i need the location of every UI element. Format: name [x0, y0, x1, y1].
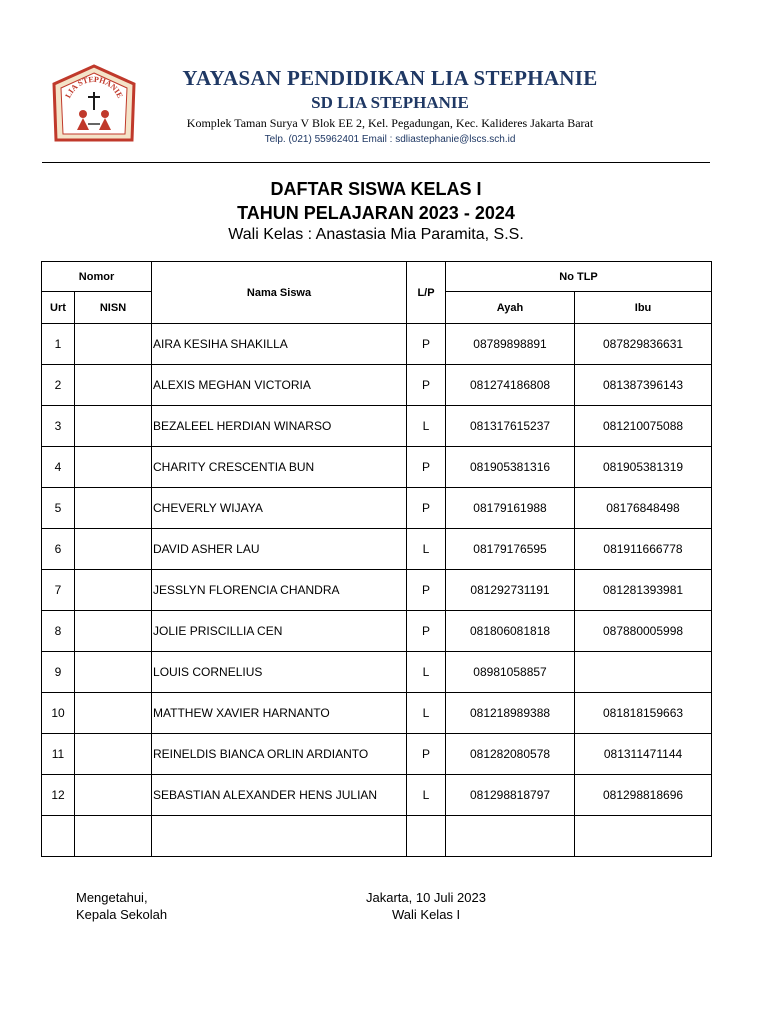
cell-nisn	[75, 652, 152, 693]
acknowledgement-label: Mengetahui,	[76, 890, 148, 905]
cell-ayah: 081905381316	[446, 447, 575, 488]
header-divider	[42, 162, 710, 163]
cell-ibu: 087880005998	[575, 611, 712, 652]
cell-ibu: 087829836631	[575, 324, 712, 365]
cell-nama: JESSLYN FLORENCIA CHANDRA	[152, 570, 407, 611]
cell-ayah: 081274186808	[446, 365, 575, 406]
table-row	[42, 324, 712, 365]
table-row	[42, 775, 712, 816]
cell-lp: L	[407, 693, 446, 734]
cell-nama: JOLIE PRISCILLIA CEN	[152, 611, 407, 652]
cell-ayah: 081298818797	[446, 775, 575, 816]
cell-ibu: 081298818696	[575, 775, 712, 816]
cell-urt: 10	[42, 693, 75, 734]
cell-urt: 6	[42, 529, 75, 570]
cell-nisn	[75, 529, 152, 570]
cell-ayah: 08179161988	[446, 488, 575, 529]
cell-nama: REINELDIS BIANCA ORLIN ARDIANTO	[152, 734, 407, 775]
cell-ayah: 081317615237	[446, 406, 575, 447]
table-row-empty	[42, 816, 712, 857]
cell-ibu	[575, 652, 712, 693]
cell-urt: 3	[42, 406, 75, 447]
cell-nama: AIRA KESIHA SHAKILLA	[152, 324, 407, 365]
table-row	[42, 693, 712, 734]
header-urt: Urt	[42, 292, 75, 324]
table-row	[42, 611, 712, 652]
cell-nama: CHARITY CRESCENTIA BUN	[152, 447, 407, 488]
cell-lp: P	[407, 447, 446, 488]
cell-ibu: 081281393981	[575, 570, 712, 611]
school-address: Komplek Taman Surya V Blok EE 2, Kel. Pegadungan, Kec. Kalideres Jakarta Barat	[186, 116, 594, 130]
cell-ayah	[446, 816, 575, 857]
cell-ibu: 081905381319	[575, 447, 712, 488]
cell-lp: P	[407, 324, 446, 365]
svg-text:LIA STEPHANIE: LIA STEPHANIE	[63, 74, 125, 100]
homeroom-title: Wali Kelas I	[392, 907, 461, 922]
cell-lp	[407, 816, 446, 857]
cell-nisn	[75, 447, 152, 488]
cell-lp: P	[407, 611, 446, 652]
cell-nama: CHEVERLY WIJAYA	[152, 488, 407, 529]
cell-nisn	[75, 611, 152, 652]
cell-nisn	[75, 775, 152, 816]
cell-nama: LOUIS CORNELIUS	[152, 652, 407, 693]
cell-nama: MATTHEW XAVIER HARNANTO	[152, 693, 407, 734]
cell-ayah: 081282080578	[446, 734, 575, 775]
cell-ibu: 081210075088	[575, 406, 712, 447]
cell-ibu: 081387396143	[575, 365, 712, 406]
organization-name: YAYASAN PENDIDIKAN LIA STEPHANIE	[182, 66, 598, 90]
cell-lp: L	[407, 652, 446, 693]
table-row	[42, 447, 712, 488]
cell-nama: ALEXIS MEGHAN VICTORIA	[152, 365, 407, 406]
cell-ibu: 081911666778	[575, 529, 712, 570]
table-row	[42, 652, 712, 693]
cell-nisn	[75, 324, 152, 365]
cell-nisn	[75, 570, 152, 611]
table-row	[42, 488, 712, 529]
cell-ibu: 08176848498	[575, 488, 712, 529]
cell-nama	[152, 816, 407, 857]
cell-urt: 9	[42, 652, 75, 693]
header-lp: L/P	[407, 262, 446, 324]
table-row	[42, 529, 712, 570]
cell-nama: BEZALEEL HERDIAN WINARSO	[152, 406, 407, 447]
header-nomor: Nomor	[42, 262, 152, 292]
cell-lp: L	[407, 529, 446, 570]
header-no-tlp: No TLP	[446, 262, 712, 292]
header-ayah: Ayah	[446, 292, 575, 324]
cell-lp: L	[407, 775, 446, 816]
cell-lp: P	[407, 734, 446, 775]
cell-lp: P	[407, 488, 446, 529]
cell-nisn	[75, 406, 152, 447]
cell-nisn	[75, 693, 152, 734]
cell-lp: P	[407, 570, 446, 611]
cell-ayah: 08981058857	[446, 652, 575, 693]
cell-urt: 5	[42, 488, 75, 529]
cell-ibu: 081818159663	[575, 693, 712, 734]
cell-lp: L	[407, 406, 446, 447]
cell-nisn	[75, 365, 152, 406]
cell-nama: DAVID ASHER LAU	[152, 529, 407, 570]
table-row	[42, 570, 712, 611]
cell-urt: 4	[42, 447, 75, 488]
header-nisn: NISN	[75, 292, 152, 324]
table-row	[42, 734, 712, 775]
cell-ibu: 081311471144	[575, 734, 712, 775]
homeroom-teacher: Wali Kelas : Anastasia Mia Paramita, S.S.	[228, 226, 524, 243]
cell-urt: 1	[42, 324, 75, 365]
principal-title: Kepala Sekolah	[76, 907, 168, 922]
cell-urt: 2	[42, 365, 75, 406]
cell-urt: 11	[42, 734, 75, 775]
cell-lp: P	[407, 365, 446, 406]
header-nama-siswa: Nama Siswa	[152, 262, 407, 324]
academic-year: TAHUN PELAJARAN 2023 - 2024	[237, 203, 515, 223]
cell-urt: 8	[42, 611, 75, 652]
school-contact: Telp. (021) 55962401 Email : sdliastephanie@lscs.sch.id	[264, 134, 516, 145]
cell-urt: 7	[42, 570, 75, 611]
cell-ayah: 08179176595	[446, 529, 575, 570]
cell-nama: SEBASTIAN ALEXANDER HENS JULIAN	[152, 775, 407, 816]
cell-ibu	[575, 816, 712, 857]
cell-nisn	[75, 734, 152, 775]
cell-urt	[42, 816, 75, 857]
place-date: Jakarta, 10 Juli 2023	[366, 890, 486, 905]
cell-nisn	[75, 816, 152, 857]
cell-ayah: 081806081818	[446, 611, 575, 652]
cell-ayah: 081292731191	[446, 570, 575, 611]
cell-nisn	[75, 488, 152, 529]
student-roster-table	[41, 261, 712, 857]
table-row	[42, 365, 712, 406]
cell-urt: 12	[42, 775, 75, 816]
document-title: DAFTAR SISWA KELAS I	[270, 179, 482, 199]
cell-ayah: 081218989388	[446, 693, 575, 734]
table-row	[42, 406, 712, 447]
school-name: SD LIA STEPHANIE	[311, 93, 469, 112]
school-crest-icon	[52, 64, 136, 148]
cell-ayah: 08789898891	[446, 324, 575, 365]
header-ibu: Ibu	[575, 292, 712, 324]
